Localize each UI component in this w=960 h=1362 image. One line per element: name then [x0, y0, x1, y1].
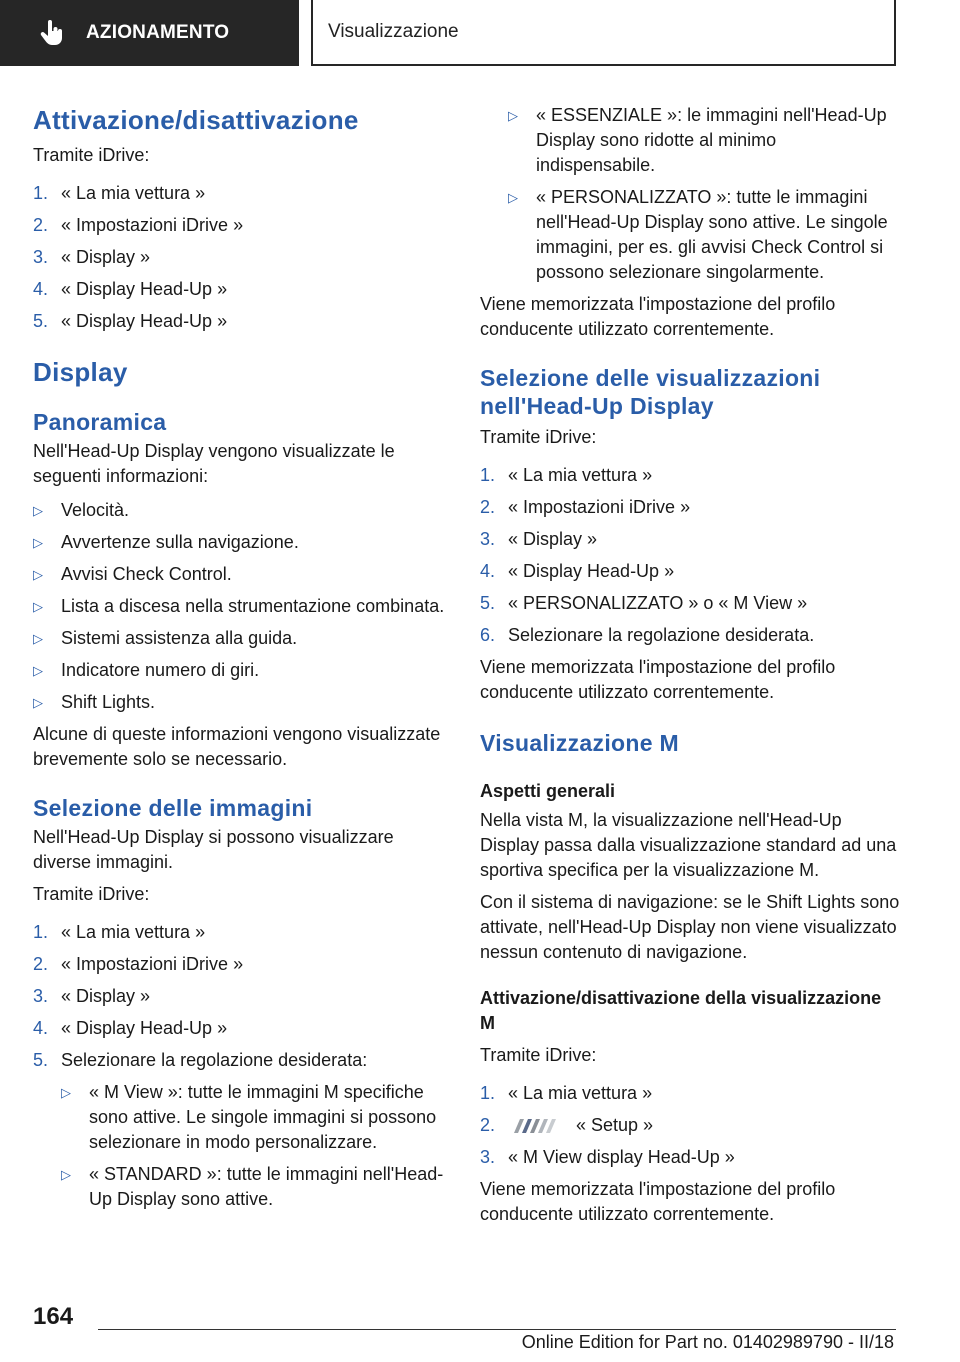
- via-idrive-label: Tramite iDrive:: [480, 427, 597, 447]
- list-item: ▷ Indicatore numero di giri.: [33, 660, 260, 680]
- list-item: 3. « Display »: [33, 247, 151, 267]
- list-item: 3. « Display »: [33, 986, 151, 1006]
- page-header: [0, 0, 960, 66]
- list-item: ▷ Avvertenze sulla navigazione.: [33, 532, 299, 552]
- section-tab: [0, 0, 299, 66]
- list-item: 5. « PERSONALIZZATO » o « M View »: [480, 593, 808, 613]
- steps-list-1: [33, 181, 453, 334]
- overview-text: Nell'Head-Up Display vengono visualizzate le seguenti informazioni:: [33, 441, 395, 486]
- list-item: 1. « La mia vettura »: [480, 465, 653, 485]
- sub-options-list-continued: [480, 103, 900, 285]
- list-item: 1. « La mia vettura »: [480, 1083, 653, 1103]
- footer-divider: [98, 1329, 896, 1330]
- list-item: 2. « Impostazioni iDrive »: [480, 497, 691, 517]
- list-item: 2. « Setup »: [480, 1115, 654, 1135]
- brief-text: Alcune di queste informazioni vengono visualizzate brevemente solo se necessario.: [33, 724, 441, 769]
- right-column: [480, 100, 900, 1227]
- list-item: 4. « Display Head-Up »: [33, 279, 228, 299]
- memorized-text: Viene memorizzata l'impostazione del profilo conducente utilizzato correntemente.: [480, 657, 836, 702]
- selection-text: Nell'Head-Up Display si possono visualizzare diverse immagini.: [33, 827, 394, 872]
- list-item: 4. « Display Head-Up »: [33, 1018, 228, 1038]
- list-item: ▷ Velocità.: [33, 500, 130, 520]
- list-item: 3. « M View display Head-Up »: [480, 1147, 735, 1167]
- heading-selection: Selezione delle immagini: [33, 795, 313, 821]
- steps-list-2: [33, 920, 453, 1073]
- list-item: ▷ « STANDARD »: tutte le immagini nell'Head-Up Display sono attive.: [61, 1164, 444, 1209]
- heading-display: Display: [33, 357, 128, 387]
- steps-list-3: [480, 463, 900, 648]
- via-idrive-label: Tramite iDrive:: [480, 1045, 597, 1065]
- topic-tab: [311, 0, 896, 66]
- list-item: ▷ « ESSENZIALE »: le immagini nell'Head-Up Display sono ridotte al minimo indispensabile.: [508, 105, 887, 175]
- list-item: 2. « Impostazioni iDrive »: [33, 954, 244, 974]
- topic-title: Visualizzazione: [328, 21, 459, 42]
- m-logo-icon: [508, 1118, 564, 1134]
- list-item: ▷ Avvisi Check Control.: [33, 564, 232, 584]
- heading-select-views: Selezione delle visualizzazioni nell'Head-Up Display: [480, 365, 821, 419]
- via-idrive-label: Tramite iDrive:: [33, 884, 150, 904]
- list-item: 4. « Display Head-Up »: [480, 561, 675, 581]
- list-item: ▷ Shift Lights.: [33, 692, 156, 712]
- heading-activation-m: Attivazione/disattivazione della visualizzazione M: [480, 988, 882, 1033]
- general-text: Nella vista M, la visualizzazione nell'Head-Up Display passa dalla visualizzazione standard ad una sportiva specifica per la visualizzazione M.: [480, 810, 897, 880]
- list-item: 1. « La mia vettura »: [33, 922, 206, 942]
- heading-general: Aspetti generali: [480, 781, 616, 801]
- memorized-text: Viene memorizzata l'impostazione del profilo conducente utilizzato correntemente.: [480, 1179, 836, 1224]
- memorized-text: Viene memorizzata l'impostazione del profilo conducente utilizzato correntemente.: [480, 294, 836, 339]
- heading-m-view: Visualizzazione M: [480, 730, 679, 756]
- navigation-text: Con il sistema di navigazione: se le Shift Lights sono attivate, nell'Head-Up Display non viene visualizzato nessun contenuto di navigazione.: [480, 892, 900, 962]
- hand-pointer-icon: [40, 20, 64, 46]
- list-item: 5. Selezionare la regolazione desiderata:: [33, 1050, 368, 1070]
- page-number: 164: [33, 1303, 74, 1330]
- sub-options-list: [33, 1080, 453, 1212]
- list-item: 6. Selezionare la regolazione desiderata.: [480, 625, 815, 645]
- page-footer: [0, 1295, 960, 1362]
- via-idrive-label: Tramite iDrive:: [33, 145, 150, 165]
- steps-list-4: [480, 1081, 900, 1170]
- list-item: 5. « Display Head-Up »: [33, 311, 228, 331]
- left-column: [33, 100, 453, 1219]
- list-item: ▷ « M View »: tutte le immagini M specifiche sono attive. Le singole immagini si possono selezionare in modo personalizzare.: [61, 1082, 437, 1152]
- heading-activation: Attivazione/disattivazione: [33, 105, 359, 135]
- list-item: 3. « Display »: [480, 529, 598, 549]
- section-title: AZIONAMENTO: [86, 22, 230, 43]
- list-item: 2. « Impostazioni iDrive »: [33, 215, 244, 235]
- list-item: 1. « La mia vettura »: [33, 183, 206, 203]
- edition-text: Online Edition for Part no. 01402989790 - II/18: [521, 1332, 894, 1352]
- info-list: [33, 498, 453, 715]
- list-item: ▷ Sistemi assistenza alla guida.: [33, 628, 298, 648]
- list-item: ▷ « PERSONALIZZATO »: tutte le immagini nell'Head-Up Display sono attive. Le singole immagini, per es. gli avvisi Check Control si possono selezionare singolarmente.: [508, 187, 888, 282]
- list-item: ▷ Lista a discesa nella strumentazione combinata.: [33, 596, 445, 616]
- heading-overview: Panoramica: [33, 409, 167, 435]
